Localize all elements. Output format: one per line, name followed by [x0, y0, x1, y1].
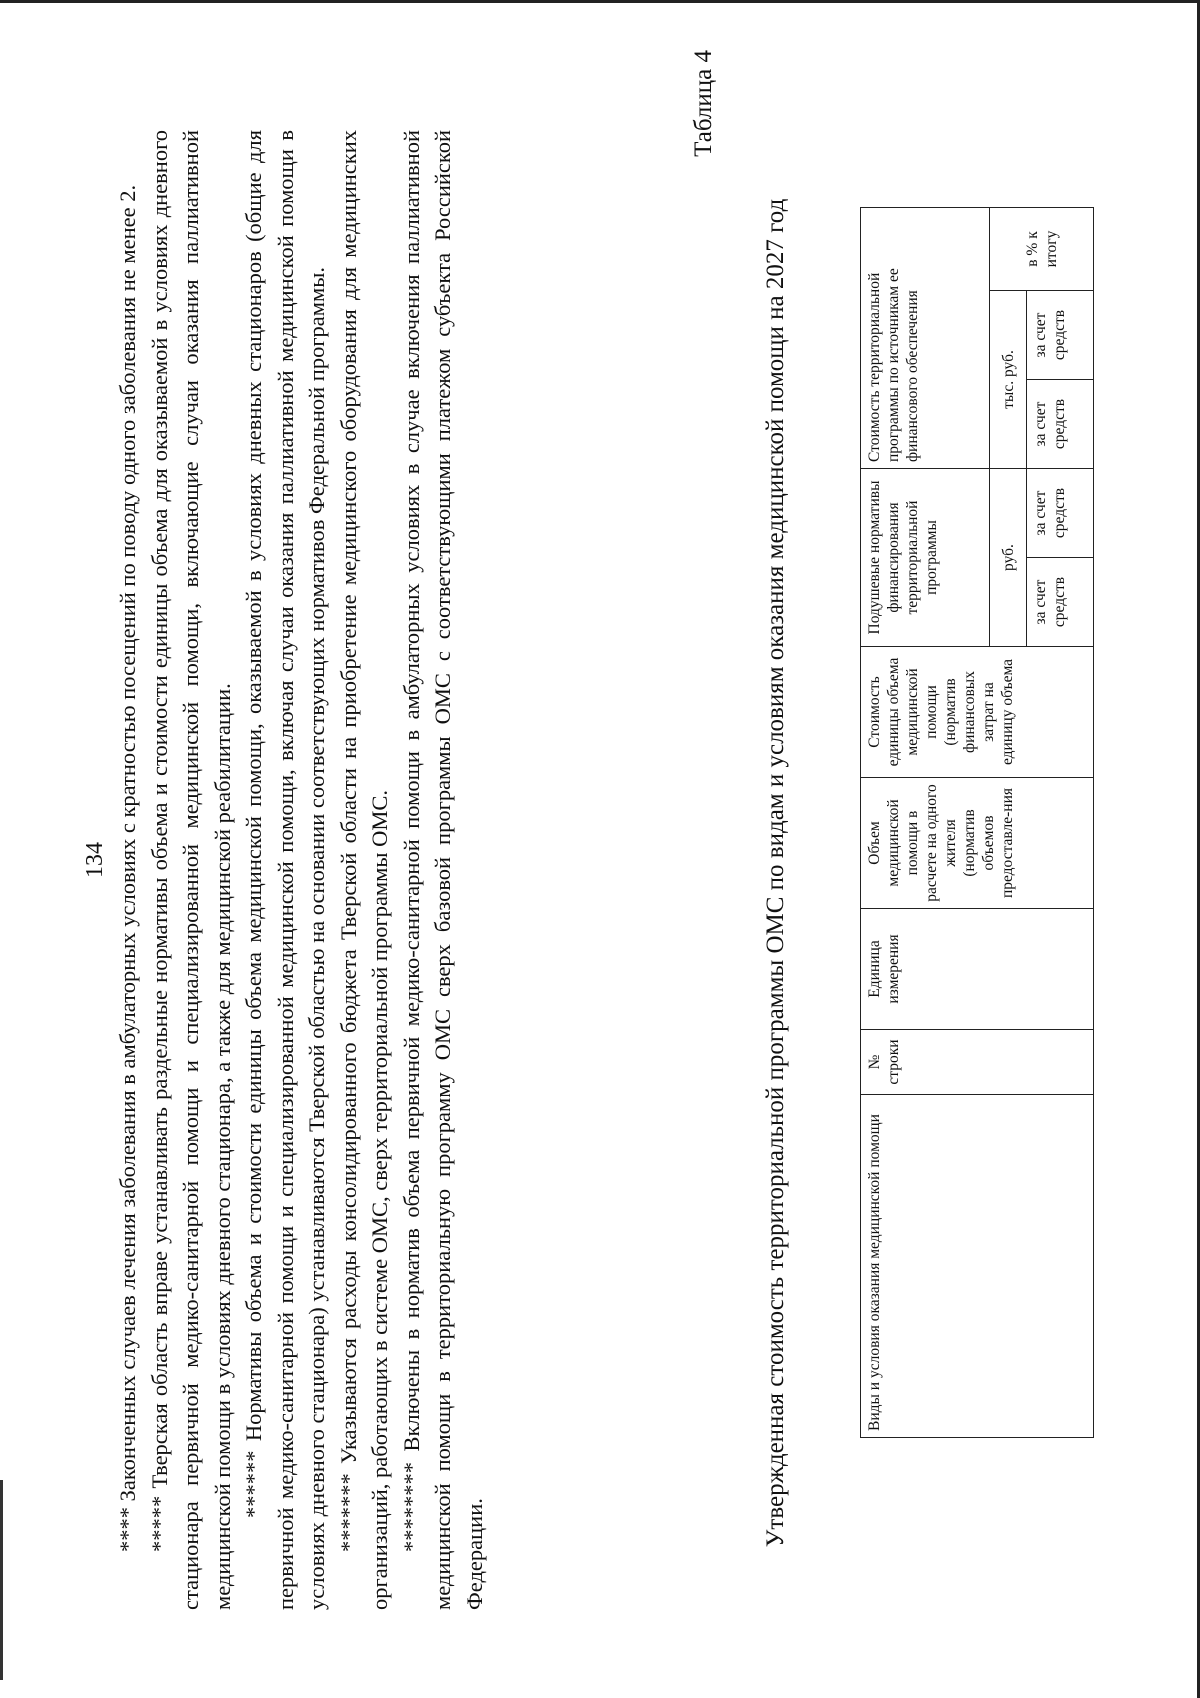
table-title: Утвержденная стоимость территориальной программы ОМС по видам и условиям оказания медицинской помощи на 2027 год: [762, 198, 789, 1548]
col-header-percent-total: в % к итогу: [990, 208, 1094, 291]
cost-table: [860, 207, 1094, 1438]
footnote-4: **** Законченных случаев лечения заболевания в амбулаторных условиях с кратностью посещений по поводу одного заболевания не менее 2.: [115, 184, 140, 1552]
footnote-6: ****** Нормативы объема и стоимости единицы объема медицинской помощи, оказываемой в условиях дневных стационаров (общие для первичной медико-санитарной помощи и специализированной медицинской помощи, включая случаи оказания паллиативной медицинской помощи в условиях дневного стационара) устанавливаются Тверской областью на основании соответствующих нормативов Федеральной программы.: [241, 130, 329, 1610]
col-header-cost: Стоимость территориальной программы по источникам ее финансового обеспечения: [861, 208, 990, 469]
col-header-unit-cost: Стоимость единицы объема медицинской помощи (норматив финансовых затрат на единицу объема: [861, 647, 1094, 778]
col-header-cost-funds-a: за счет средств: [1027, 380, 1094, 469]
col-header-per-capita-funds-a: за счет средств: [1027, 558, 1094, 647]
col-header-per-capita-funds-b: за счет средств: [1027, 469, 1094, 558]
col-header-unit: Единица измерения: [861, 909, 1094, 1030]
footnote-7: ******* Указываются расходы консолидированного бюджета Тверской области на приобретение медицинского оборудования для медицинских организаций, работающих в системе ОМС, сверх территориальной программы ОМС.: [335, 130, 392, 1610]
col-header-volume: Объем медицинской помощи в расчете на одного жителя (норматив объемов предоставле-ния: [861, 778, 1094, 909]
col-header-row-number: № строки: [861, 1030, 1094, 1095]
col-header-cost-funds-b: за счет средств: [1027, 291, 1094, 380]
table-caption: Таблица 4: [690, 50, 717, 157]
footnote-8: ******** Включены в норматив объема первичной медико-санитарной помощи в амбулаторных условиях в случае включения паллиативной медицинской помощи в территориальную программу ОМС сверх базовой программы ОМС с соответствующими платежом субъекта Российской Федерации.: [398, 130, 487, 1610]
footnote-5: ***** Тверская область вправе устанавливать раздельные нормативы объема и стоимости единицы объема для оказываемой в условиях дневного стационара первичной медико-санитарной помощи и специализированной медицинской помощи, включающие случаи оказания паллиативной медицинской помощи в условиях дневного стационара, а также для медицинской реабилитации.: [146, 130, 235, 1610]
col-header-kinds: Виды и условия оказания медицинской помощи: [861, 1095, 1094, 1438]
col-header-thousand-rub: тыс. руб.: [990, 291, 1027, 469]
col-header-per-capita: Подушевые нормативы финансирования территориальной программы: [861, 469, 990, 647]
footnotes: [112, 130, 490, 1610]
col-header-rub: руб.: [990, 469, 1027, 647]
page-number: 134: [82, 842, 108, 878]
